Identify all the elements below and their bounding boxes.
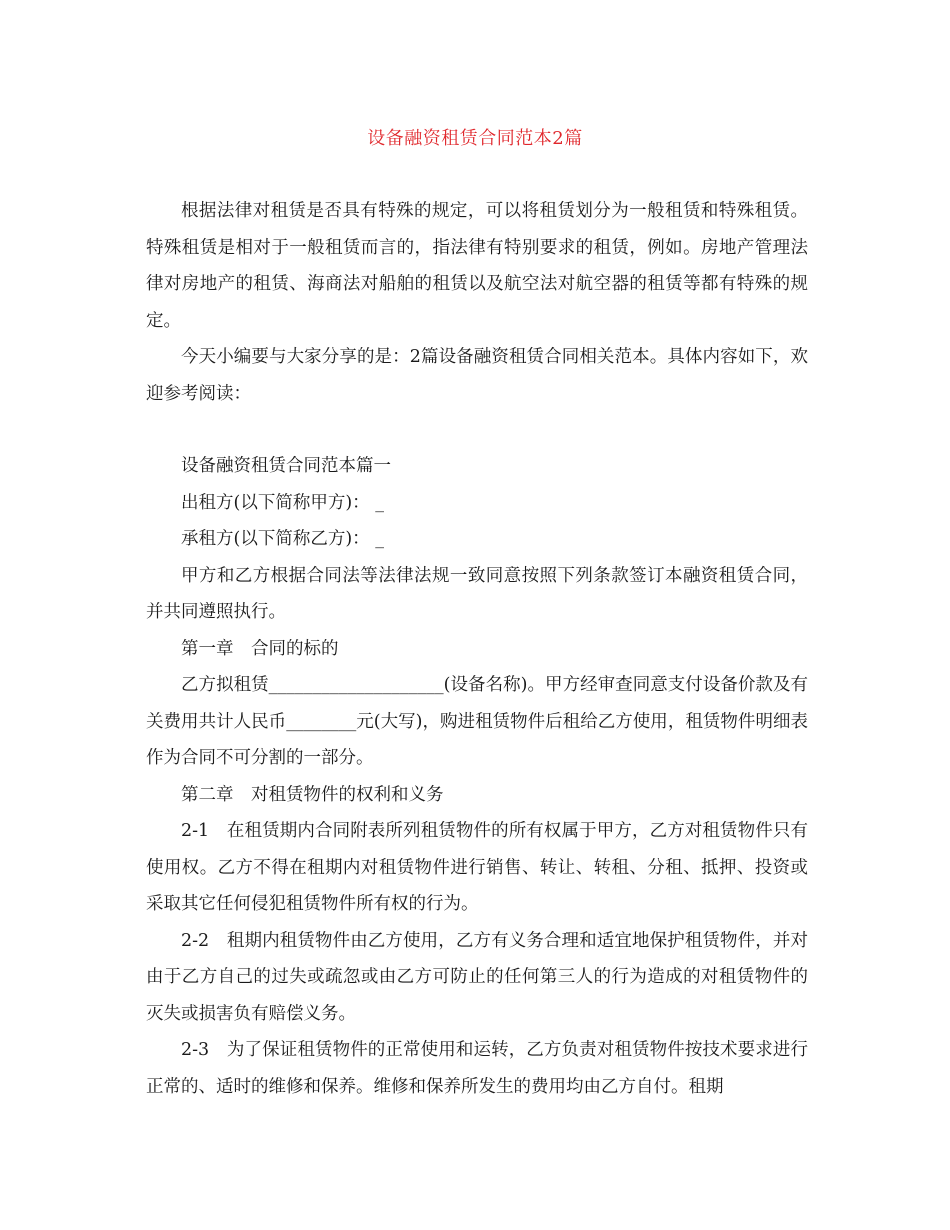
lessee-line: 承租方(以下简称乙方)： _ xyxy=(181,529,384,549)
clause-2-1: 2-1 在租赁期内合同附表所列租赁物件的所有权属于甲方，乙方对租赁物件只有使用权。乙方不得在租期内对租赁物件进行销售、转让、转租、分租、抵押、投资或采取其它任何侵犯租赁物件所有权的行为。 xyxy=(146,821,808,914)
document-title: 设备融资租赁合同范本2篇 xyxy=(367,128,583,149)
chapter-1-heading: 第一章 合同的标的 xyxy=(181,638,339,659)
clause-preamble: 甲方和乙方根据合同法等法律法规一致同意按照下列条款签订本融资租赁合同，并共同遵照执行。 xyxy=(146,565,808,622)
section-spacer xyxy=(146,412,808,448)
document-body xyxy=(146,193,808,1105)
chapter-2-heading: 第二章 对租赁物件的权利和义务 xyxy=(181,784,444,805)
clause-2-2: 2-2 租期内租赁物件由乙方使用，乙方有义务合理和适宜地保护租赁物件，并对由于乙方自己的过失或疏忽或由乙方可防止的任何第三人的行为造成的对租赁物件的灭失或损害负有赔偿义务。 xyxy=(146,930,808,1024)
intro-paragraph-2: 今天小编要与大家分享的是：2篇设备融资租赁合同相关范本。具体内容如下，欢迎参考阅读： xyxy=(146,347,808,404)
section-title: 设备融资租赁合同范本篇一 xyxy=(181,456,391,476)
intro-paragraph-1: 根据法律对租赁是否具有特殊的规定，可以将租赁划分为一般租赁和特殊租赁。特殊租赁是相对于一般租赁而言的，指法律有特别要求的租赁，例如。房地产管理法律对房地产的租赁、海商法对船舶的租赁以及航空法对航空器的租赁等都有特殊的规定。 xyxy=(146,201,808,331)
lessor-line: 出租方(以下简称甲方)： _ xyxy=(181,492,384,513)
clause-2-3: 2-3 为了保证租赁物件的正常使用和运转，乙方负责对租赁物件按技术要求进行正常的、适时的维修和保养。维修和保养所发生的费用均由乙方自付。租期 xyxy=(146,1040,808,1097)
clause-1-body: 乙方拟租赁____________________(设备名称)。甲方经审查同意支付设备价款及有关费用共计人民币________元(大写)，购进租赁物件后租给乙方使用，租赁物件明细表作为合同不可分割的一部分。 xyxy=(146,675,808,768)
